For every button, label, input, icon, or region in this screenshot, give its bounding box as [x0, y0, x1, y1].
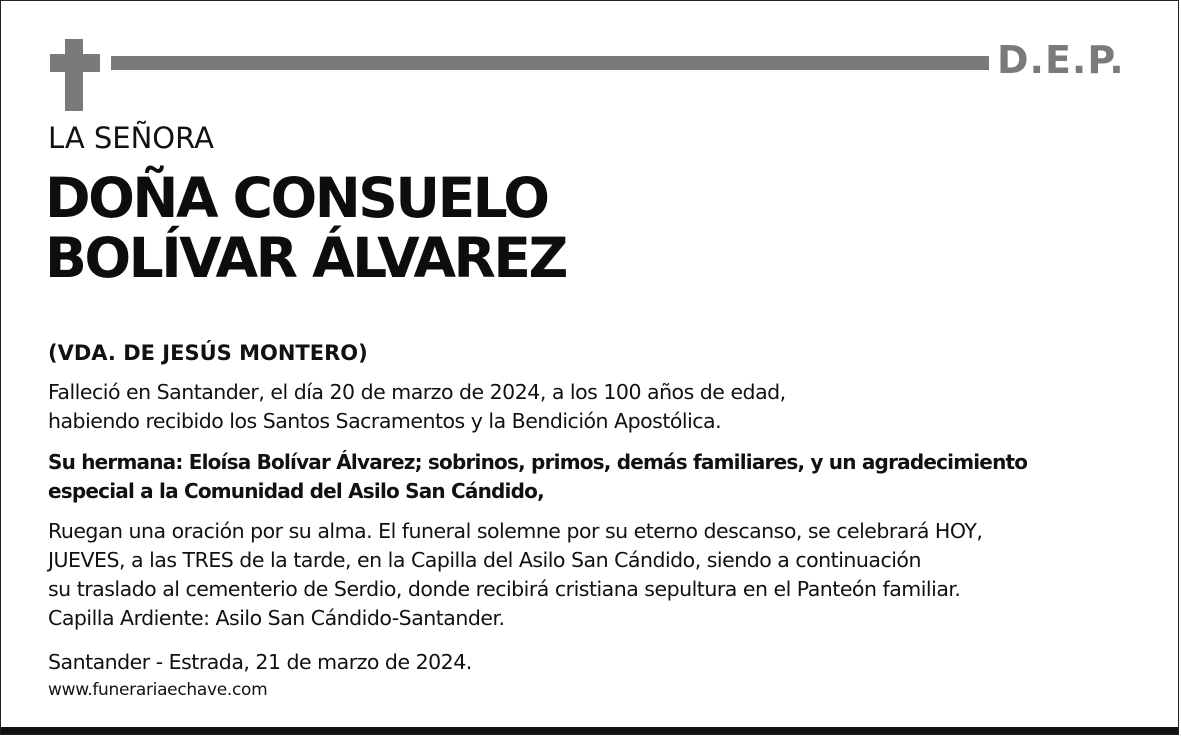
name-line-1: DOÑA CONSUELO [45, 166, 548, 230]
death-paragraph [48, 378, 786, 436]
family-paragraph [48, 448, 1027, 506]
family-line: Su hermana: Eloísa Bolívar Álvarez; sobrinos, primos, demás familiares, y un agradecimiento [48, 450, 1028, 474]
funeral-line: Capilla Ardiente: Asilo San Cándido-Santander. [48, 606, 505, 630]
funeral-line: su traslado al cementerio de Serdio, donde recibirá cristiana sepultura en el Panteón familiar. [48, 577, 961, 601]
funeral-line: JUEVES, a las TRES de la tarde, en la Capilla del Asilo San Cándido, siendo a continuación [48, 548, 921, 572]
death-line: Falleció en Santander, el día 20 de marzo de 2024, a los 100 años de edad, [48, 380, 786, 404]
widow-of: (VDA. DE JESÚS MONTERO) [48, 341, 368, 365]
bottom-border [1, 727, 1178, 734]
funeral-line: Ruegan una oración por su alma. El funeral solemne por su eterno descanso, se celebrará HOY, [48, 519, 983, 543]
dep-label: D.E.P. [997, 38, 1125, 82]
cross-icon [50, 39, 100, 111]
funeral-paragraph [48, 517, 982, 633]
header-rule [111, 56, 989, 70]
deceased-name [45, 168, 566, 288]
place-date: Santander - Estrada, 21 de marzo de 2024. [48, 650, 472, 674]
name-line-2: BOLÍVAR ÁLVAREZ [45, 226, 566, 290]
honorific: LA SEÑORA [48, 121, 214, 155]
family-line: especial a la Comunidad del Asilo San Cándido, [48, 479, 544, 503]
death-line: habiendo recibido los Santos Sacramentos y la Bendición Apostólica. [48, 409, 722, 433]
website-link[interactable]: www.funerariaechave.com [48, 680, 268, 700]
